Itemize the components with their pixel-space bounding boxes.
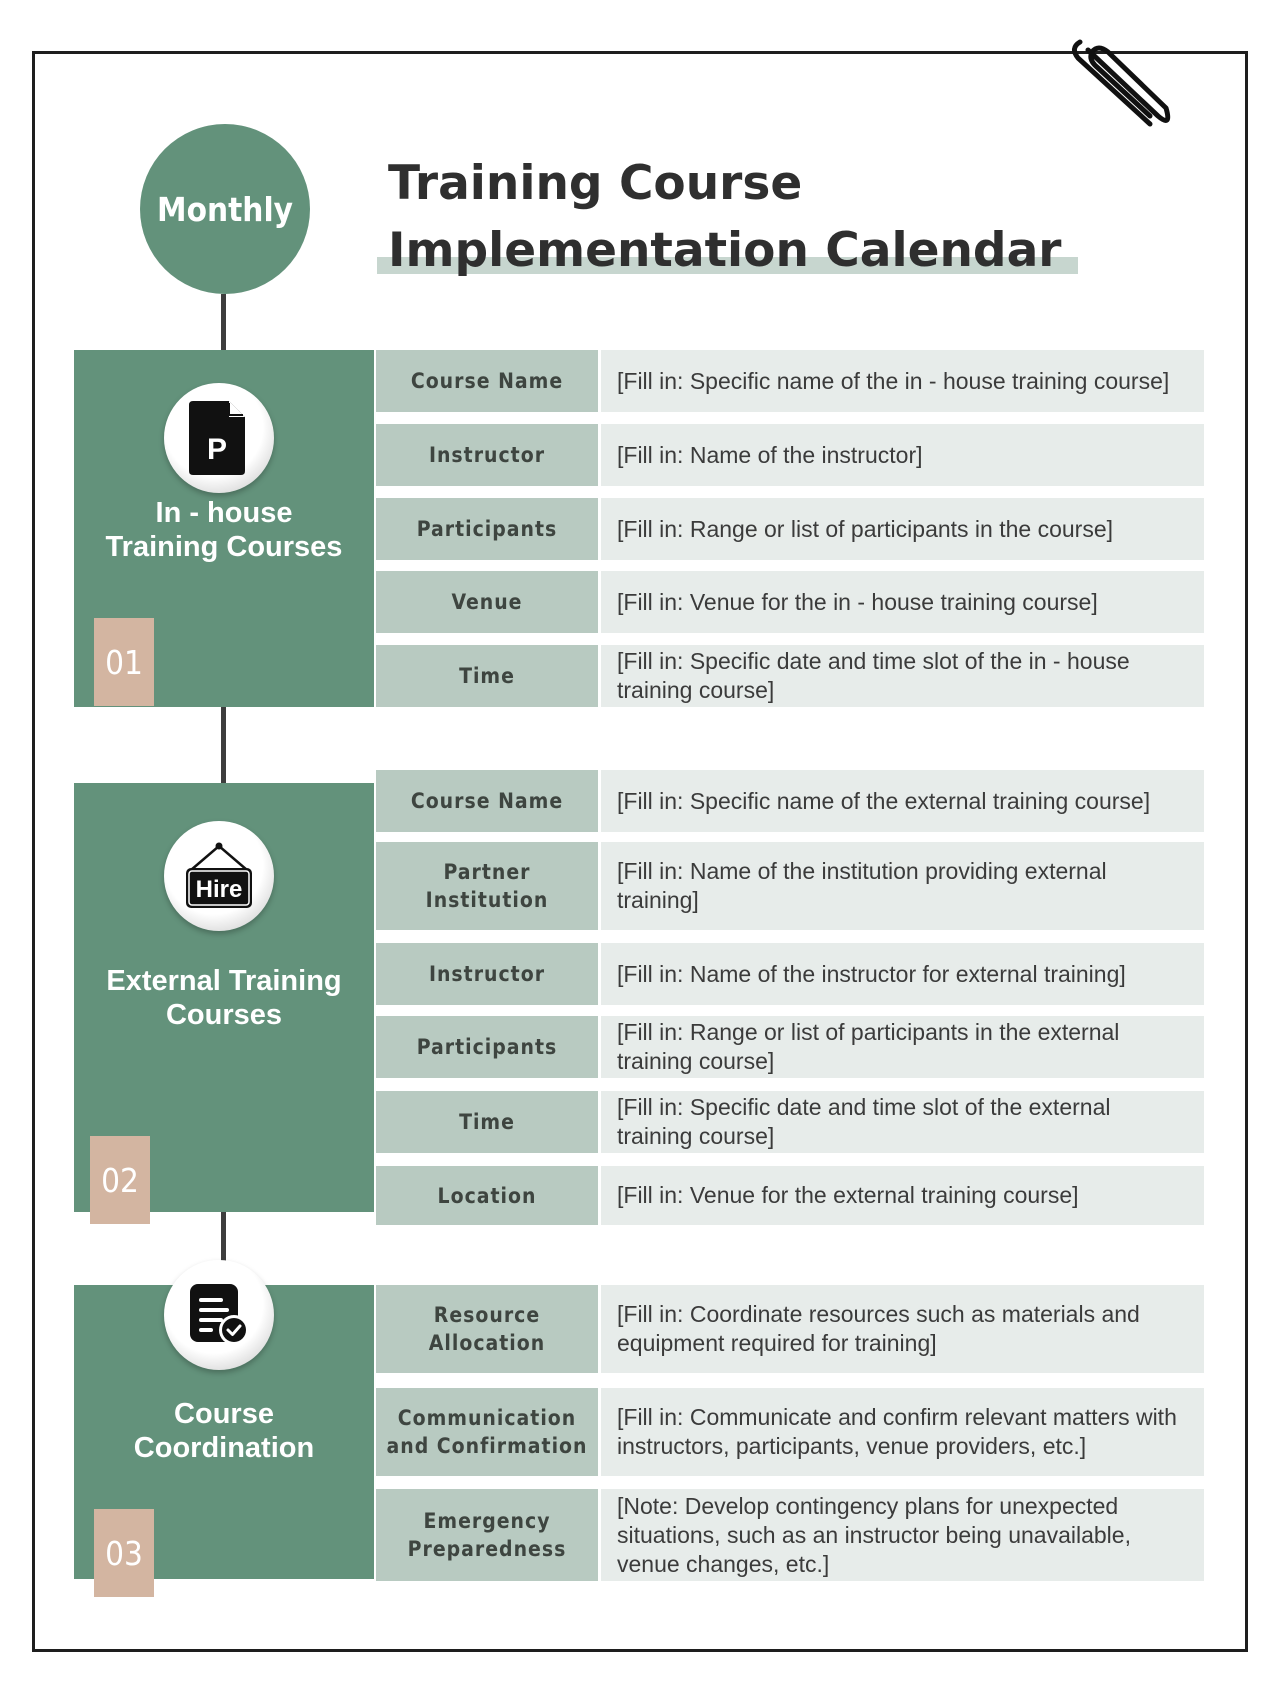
row-label: Instructor — [376, 943, 598, 1005]
table-row — [376, 424, 1204, 486]
section-number: 02 — [90, 1136, 150, 1224]
table-row — [376, 1285, 1204, 1373]
section-icon-circle — [164, 383, 274, 493]
monthly-badge: Monthly — [140, 124, 310, 294]
row-label: Emergency Preparedness — [376, 1489, 598, 1581]
section-title — [74, 1397, 374, 1465]
row-value: [Note: Develop contingency plans for unexpected situations, such as an instructor being unavailable, venue changes, etc.] — [601, 1489, 1204, 1581]
section-icon-circle — [164, 821, 274, 931]
table-row — [376, 1016, 1204, 1078]
table-row — [376, 1489, 1204, 1581]
table-row — [376, 1091, 1204, 1153]
section-number: 01 — [94, 618, 154, 706]
table-row — [376, 571, 1204, 633]
section-number: 03 — [94, 1509, 154, 1597]
section-icon-circle — [164, 1260, 274, 1370]
section-title-line: Course — [174, 1398, 274, 1430]
row-label: Participants — [376, 1016, 598, 1078]
row-value: [Fill in: Specific name of the in - house training course] — [601, 350, 1204, 412]
row-value: [Fill in: Name of the instructor for external training] — [601, 943, 1204, 1005]
row-label: Location — [376, 1166, 598, 1225]
row-label: Course Name — [376, 770, 598, 832]
section-title-line: Courses — [165, 999, 283, 1031]
row-value: [Fill in: Coordinate resources such as materials and equipment required for training] — [601, 1285, 1204, 1373]
row-value: [Fill in: Specific date and time slot of the external training course] — [601, 1091, 1204, 1153]
row-value: [Fill in: Venue for the external training course] — [601, 1166, 1204, 1225]
section-title-line: External Training — [106, 965, 342, 997]
row-value: [Fill in: Range or list of participants in the course] — [601, 498, 1204, 560]
section-title-line: Coordination — [133, 1432, 315, 1464]
checklist-icon — [186, 1282, 252, 1348]
section-external-training — [74, 783, 374, 1212]
table-row — [376, 842, 1204, 930]
section-course-coordination — [74, 1285, 374, 1579]
row-label: Time — [376, 645, 598, 707]
row-value: [Fill in: Venue for the in - house training course] — [601, 571, 1204, 633]
icon-letter: P — [206, 433, 228, 466]
page-title — [388, 150, 1088, 284]
row-label: Communication and Confirmation — [376, 1388, 598, 1476]
row-value: [Fill in: Range or list of participants in the external training course] — [601, 1016, 1204, 1078]
powerpoint-file-icon — [189, 401, 249, 475]
row-label: Time — [376, 1091, 598, 1153]
section-title — [74, 496, 374, 564]
table-row — [376, 1166, 1204, 1225]
row-value: [Fill in: Communicate and confirm relevant matters with instructors, participants, venue providers, etc.] — [601, 1388, 1204, 1476]
row-label: Partner Institution — [376, 842, 598, 930]
section-title-line: Training Courses — [105, 531, 343, 563]
row-value: [Fill in: Name of the institution providing external training] — [601, 842, 1204, 930]
table-row — [376, 350, 1204, 412]
row-label: Course Name — [376, 350, 598, 412]
section-title-line: In - house — [155, 497, 293, 529]
table-row — [376, 943, 1204, 1005]
timeline-connector — [221, 294, 226, 350]
table-row — [376, 645, 1204, 707]
row-label: Resource Allocation — [376, 1285, 598, 1373]
row-label: Venue — [376, 571, 598, 633]
table-row — [376, 1388, 1204, 1476]
timeline-connector — [221, 707, 226, 783]
section-title — [74, 964, 374, 1032]
section-in-house-training — [74, 350, 374, 707]
row-label: Participants — [376, 498, 598, 560]
hire-sign-icon — [183, 840, 255, 912]
row-value: [Fill in: Name of the instructor] — [601, 424, 1204, 486]
row-value: [Fill in: Specific date and time slot of the in - house training course] — [601, 645, 1204, 707]
table-row — [376, 770, 1204, 832]
table-row — [376, 498, 1204, 560]
paperclip-icon — [1068, 38, 1178, 128]
title-line-2: Implementation Calendar — [388, 223, 1062, 278]
row-label: Instructor — [376, 424, 598, 486]
title-line-1: Training Course — [388, 156, 803, 211]
row-value: [Fill in: Specific name of the external training course] — [601, 770, 1204, 832]
icon-text: Hire — [195, 876, 243, 903]
